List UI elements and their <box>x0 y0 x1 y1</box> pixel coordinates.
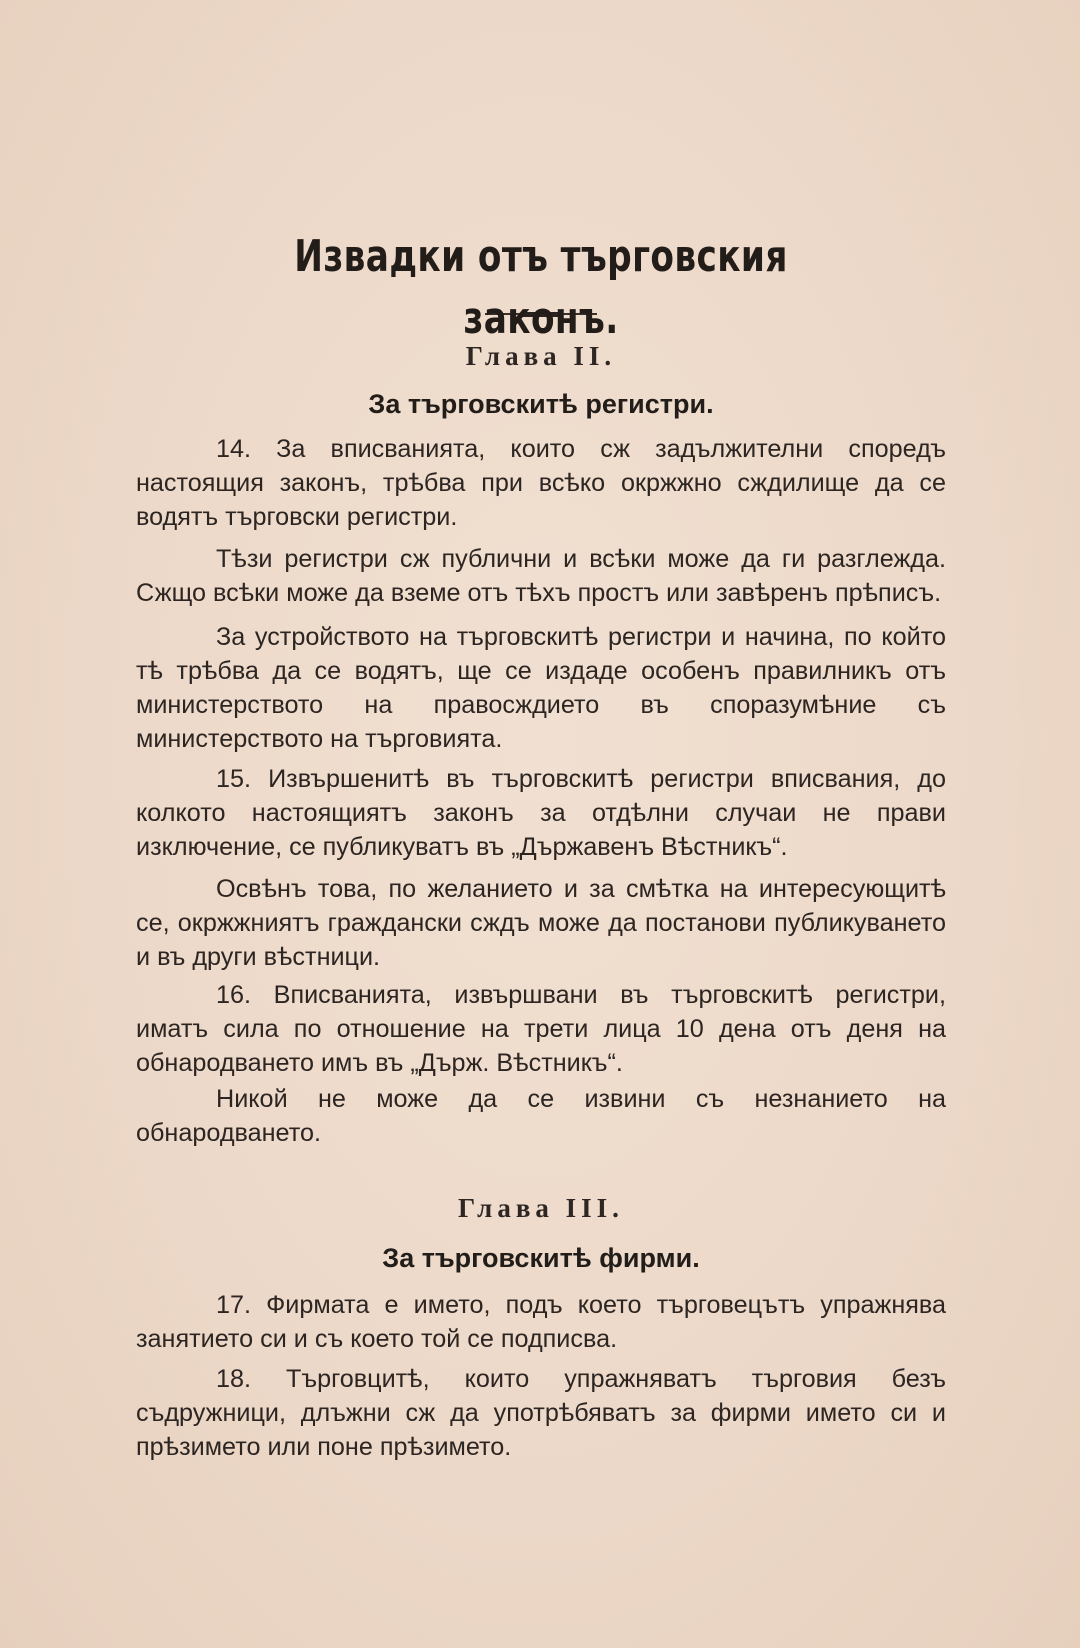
paragraph-14-public: Тѣзи регистри сж публични и всѣки може да ги разглежда. Сжщо всѣки може да вземе отъ тѣхъ простъ или завѣренъ прѣписъ. <box>136 545 946 607</box>
paragraph-17: 17. Фирмата е името, подъ което търговецътъ упражнява занятието си и съ което той се подписва. <box>136 1291 946 1353</box>
paragraph-16-no-excuse: Никой не може да се извини съ незнанието на обнародването. <box>136 1085 946 1147</box>
chapter-2-label: Глава II. <box>465 341 617 371</box>
paragraph-14-rules: За устройството на търговскитѣ регистри и начина, по който тѣ трѣбва да се водятъ, ще се издаде особенъ правилникъ отъ министерството на правосждието въ споразумѣние съ министерството на търговията. <box>136 623 946 753</box>
page-content <box>136 226 946 1464</box>
paragraph-15-other-papers: Освѣнъ това, по желанието и за смѣтка на интересующитѣ се, окржжниятъ граждански сждъ може да постанови публикуването и въ други вѣстници. <box>136 875 946 971</box>
paragraph-18: 18. Търговцитѣ, които упражняватъ търговия безъ съдружници, длъжни сж да употрѣбяватъ за фирми името си и прѣзимето или поне прѣзимето. <box>136 1365 946 1461</box>
chapter-3-heading: За търговскитѣ фирми. <box>382 1243 700 1273</box>
chapter-2-heading: За търговскитѣ регистри. <box>368 389 714 419</box>
paragraph-14: 14. За вписванията, които сж задължителни споредъ настоящия законъ, трѣбва при всѣко окржжно сждилище да се водятъ търговски регистри. <box>136 435 946 531</box>
chapter-3-label: Глава III. <box>458 1193 624 1223</box>
chapter-3 <box>136 1190 946 1464</box>
page-title: Извадки отъ търговския законъ. <box>294 231 788 344</box>
paragraph-16: 16. Вписванията, извършвани въ търговскитѣ регистри, иматъ сила по отношение на трети лица 10 дена отъ деня на обнародването имъ въ „Държ. Вѣстникъ“. <box>136 981 946 1077</box>
paragraph-15: 15. Извършенитѣ въ търговскитѣ регистри вписвания, до колкото настоящиятъ законъ за отдѣлни случаи не прави изключение, се публикуватъ въ „Държавенъ Вѣстникъ“. <box>136 765 946 861</box>
chapter-2 <box>136 338 946 1150</box>
